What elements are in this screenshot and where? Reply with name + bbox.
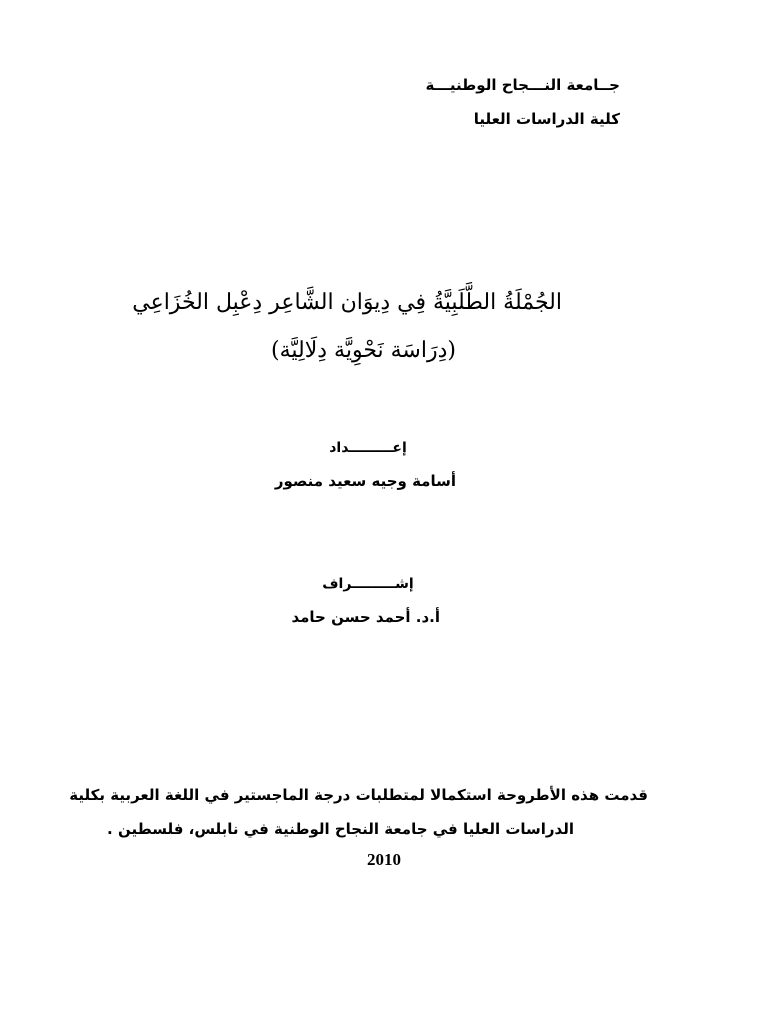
university-name: جــامعة النـــجاح الوطنيـــة <box>425 76 620 94</box>
submission-year: 2010 <box>367 850 401 869</box>
faculty-name: كلية الدراسات العليا <box>473 110 620 128</box>
submission-statement-line-1: قدمت هذه الأطروحة استكمالا لمتطلبات درجة الماجستير في اللغة العربية بكلية <box>69 786 648 804</box>
submission-statement-line-2: الدراسات العليا في جامعة النجاح الوطنية في نابلس، فلسطين . <box>107 820 574 838</box>
prepared-by-label: إعـــــــــداد <box>329 440 407 456</box>
thesis-title: الجُمْلَةُ الطَّلَبِيَّةُ فِي دِيوَان الشَّاعِر دِعْبِل الخُزَاعِي <box>132 290 562 315</box>
thesis-subtitle: (دِرَاسَة نَحْوِيَّة دِلَالِيَّة) <box>270 338 456 363</box>
supervision-label: إشـــــــــراف <box>322 576 414 592</box>
author-name: أسامة وجيه سعيد منصور <box>274 472 456 490</box>
supervisor-name: أ.د. أحمد حسن حامد <box>291 608 440 626</box>
